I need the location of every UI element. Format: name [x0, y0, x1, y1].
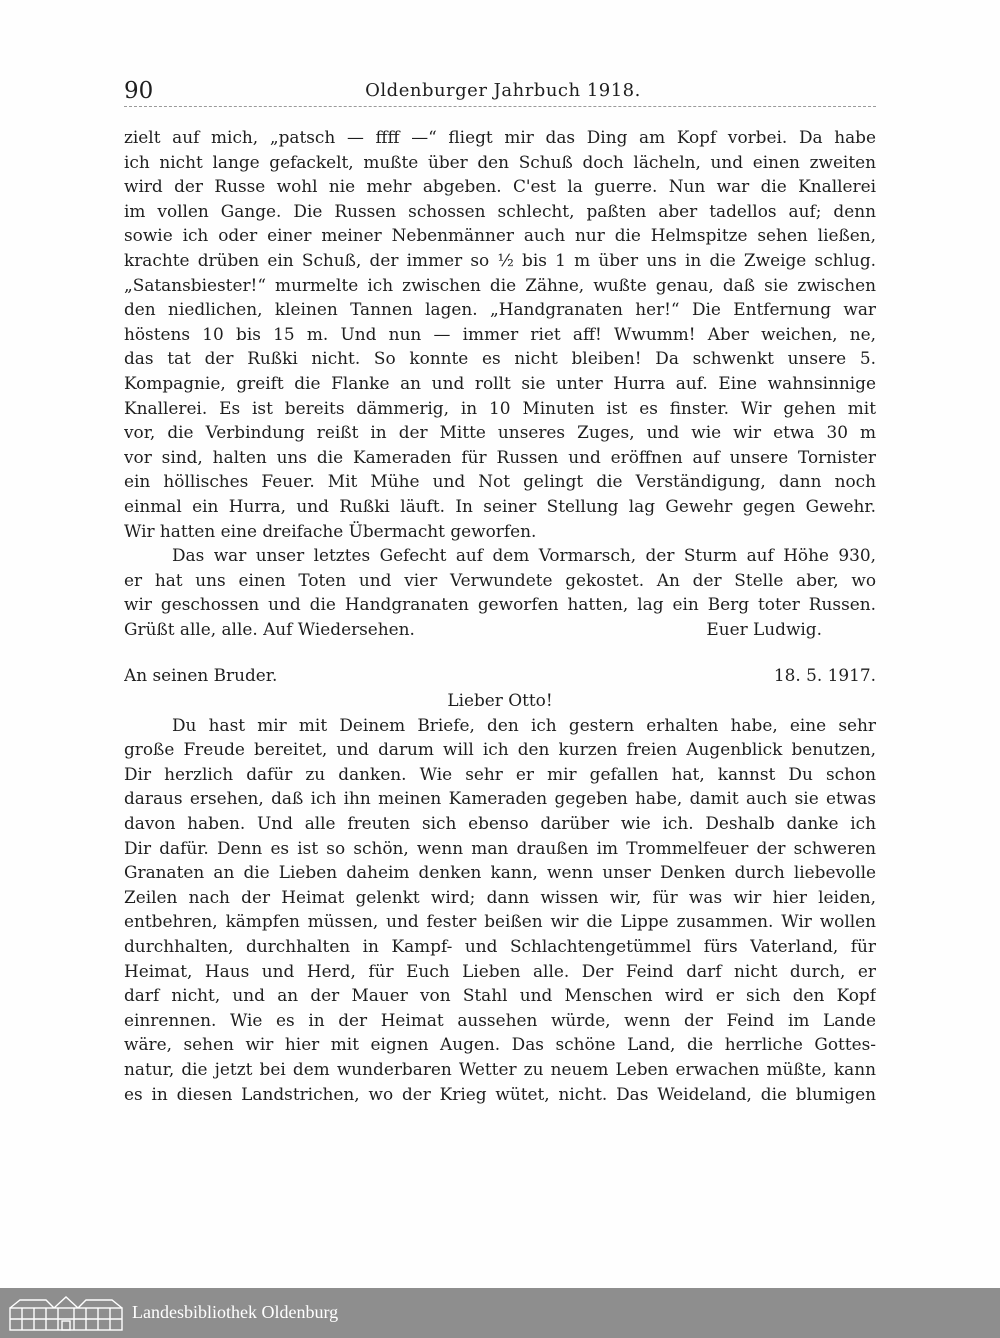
text-line: wäre, sehen wir hier mit eignen Augen. Das schöne Land, die herrliche Gottes-	[124, 1034, 876, 1055]
text-line: sowie ich oder einer meiner Nebenmänner auch nur die Helmspitze sehen ließen,	[124, 225, 876, 246]
text-line: Heimat, Haus und Herd, für Euch Lieben alle. Der Feind darf nicht durch, er	[124, 960, 876, 981]
text-line: es in diesen Landstrichen, wo der Krieg wütet, nicht. Das Weideland, die blumigen	[124, 1083, 876, 1104]
text-line: daraus ersehen, daß ich ihn meinen Kameraden gegeben habe, damit auch sie etwas	[124, 788, 876, 809]
text-line: Das war unser letztes Gefecht auf dem Vormarsch, der Sturm auf Höhe 930,	[172, 545, 876, 566]
text-line: er hat uns einen Toten und vier Verwundete gekostet. An der Stelle aber, wo	[124, 569, 876, 590]
paragraph-3	[124, 713, 876, 1107]
text-line: zielt auf mich, „patsch — ffff —“ fliegt mir das Ding am Kopf vorbei. Da habe	[124, 127, 876, 147]
text-line: einrennen. Wie es in der Heimat aussehen würde, wenn der Feind im Lande	[124, 1009, 876, 1030]
text-line: davon haben. Und alle freuten sich ebenso darüber wie ich. Deshalb danke ich	[124, 813, 876, 834]
text-line: „Satansbiester!“ murmelte ich zwischen die Zähne, wußte genau, daß sie zwischen	[124, 274, 876, 295]
text-line: Knallerei. Es ist bereits dämmerig, in 10 Minuten ist es finster. Wir gehen mit	[124, 397, 876, 418]
text-line: das tat der Rußki nicht. So konnte es nicht bleiben! Da schwenkt unsere 5.	[124, 348, 876, 369]
closing-greeting: Grüßt alle, alle. Auf Wiedersehen.	[124, 618, 415, 639]
text-line: darf nicht, und an der Mauer von Stahl und Menschen wird er sich den Kopf	[124, 985, 876, 1006]
text-line: krachte drüben ein Schuß, der immer so ½ bis 1 m über uns in die Zweige schlug.	[124, 249, 876, 270]
text-body	[124, 125, 876, 1106]
running-title: Oldenburger Jahrbuch 1918.	[365, 80, 641, 101]
library-footer	[0, 1288, 1000, 1338]
paragraph-1	[124, 125, 876, 543]
text-line: im vollen Gange. Die Russen schossen schlecht, paßten aber tadellos auf; denn	[124, 200, 876, 221]
text-line: Dir herzlich dafür zu danken. Wie sehr er mir gefallen hat, kannst Du schon	[124, 763, 876, 784]
text-line: Zeilen nach der Heimat gelenkt wird; dann wissen wir, für was wir hier leiden,	[124, 886, 876, 907]
text-line: entbehren, kämpfen müssen, und fester beißen wir die Lippe zusammen. Wir wollen	[124, 911, 876, 932]
closing-line	[124, 617, 876, 642]
text-line: Wir hatten eine dreifache Übermacht geworfen.	[124, 520, 537, 541]
signature: Euer Ludwig.	[706, 618, 822, 639]
text-line: Du hast mir mit Deinem Briefe, den ich gestern erhalten habe, eine sehr	[172, 714, 876, 735]
text-line: den niedlichen, kleinen Tannen lagen. „Handgranaten her!“ Die Entfernung war	[124, 299, 876, 320]
text-line: Kompagnie, greift die Flanke an und rollt sie unter Hurra auf. Eine wahnsinnige	[124, 372, 876, 393]
text-line: durchhalten, durchhalten in Kampf- und Schlachtengetümmel fürs Vaterland, für	[124, 936, 876, 956]
text-line: ein höllisches Feuer. Mit Mühe und Not gelingt die Verständigung, dann noch	[124, 471, 876, 492]
text-line: wird der Russe wohl nie mehr abgeben. C'est la guerre. Nun war die Knallerei	[124, 176, 876, 197]
text-line: natur, die jetzt bei dem wunderbaren Wetter zu neuem Leben erwachen müßte, kann	[124, 1058, 876, 1079]
letter-heading	[124, 663, 876, 688]
header-rule	[124, 106, 876, 107]
text-line: vor sind, halten uns die Kameraden für Russen und eröffnen auf unsere Tornister	[124, 446, 876, 467]
library-building-icon	[6, 1294, 126, 1332]
text-line: Granaten an die Lieben daheim denken kann, wenn unser Denken durch liebevolle	[124, 862, 876, 883]
text-line: große Freude bereitet, und darum will ich den kurzen freien Augenblick benutzen,	[124, 739, 876, 760]
letter-recipient: An seinen Bruder.	[124, 665, 278, 686]
text-line: wir geschossen und die Handgranaten geworfen hatten, lag ein Berg toter Russen.	[124, 594, 876, 615]
page-number: 90	[124, 78, 154, 104]
text-line: vor, die Verbindung reißt in der Mitte unseres Zuges, und wie wir etwa 30 m	[124, 422, 876, 443]
text-line: ich nicht lange gefackelt, mußte über den Schuß doch lächeln, und einen zweiten	[124, 151, 876, 172]
library-name: Landesbibliothek Oldenburg	[132, 1302, 339, 1322]
letter-date: 18. 5. 1917.	[773, 665, 876, 686]
text-line: höstens 10 bis 15 m. Und nun — immer riet aff! Wwumm! Aber weichen, ne,	[124, 323, 876, 344]
text-line: Dir dafür. Denn es ist so schön, wenn man draußen im Trommelfeuer der schweren	[124, 837, 876, 858]
salutation: Lieber Otto!	[447, 690, 553, 711]
section-gap	[124, 641, 876, 663]
paragraph-2	[124, 543, 876, 641]
text-line: einmal ein Hurra, und Rußki läuft. In seiner Stellung lag Gewehr gegen Gewehr.	[124, 495, 876, 516]
